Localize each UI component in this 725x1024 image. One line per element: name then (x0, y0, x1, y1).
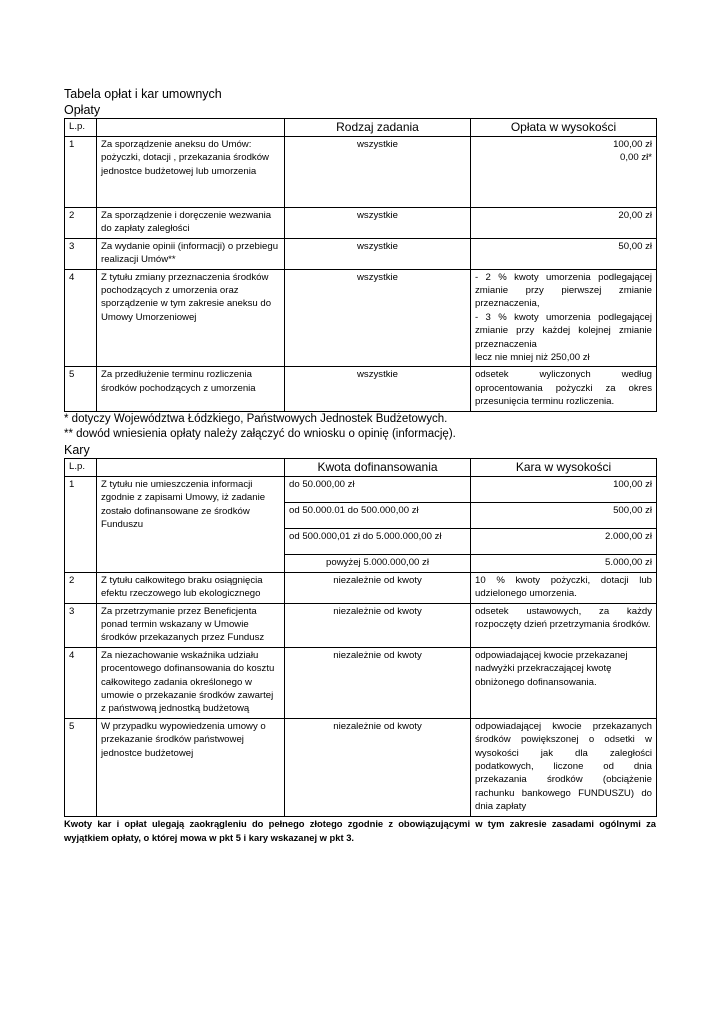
penalties-header-row (65, 458, 657, 476)
table-row (65, 603, 657, 647)
row-description: Za sporządzenie aneksu do Umów: pożyczki, dotacji , przekazania środków jednostce budżetowej lub umorzenia (97, 137, 285, 208)
penalties-header-amount: Kwota dofinansowania (285, 458, 471, 476)
table-row (65, 367, 657, 411)
row-type: wszystkie (285, 208, 471, 239)
fee-clause: - 2 % kwoty umorzenia podlegającej zmianie przy pierwszej zmianie przeznaczenia, (475, 271, 652, 310)
row-lp: 2 (65, 208, 97, 239)
document-page (64, 86, 656, 845)
row-description: Za przetrzymanie przez Beneficjenta ponad termin wskazany w Umowie środków przekazanych przez Fundusz (97, 603, 285, 647)
fees-header-fee: Opłata w wysokości (471, 119, 657, 137)
tier-penalty: 2.000,00 zł (471, 528, 657, 554)
fees-header-row (65, 119, 657, 137)
row-amount: niezależnie od kwoty (285, 603, 471, 647)
row-fee: 50,00 zł (471, 238, 657, 269)
table-row (65, 647, 657, 718)
table-row (65, 208, 657, 239)
row-lp: 1 (65, 476, 97, 572)
fees-header-type: Rodzaj zadania (285, 119, 471, 137)
fees-heading: Opłaty (64, 103, 101, 117)
table-row (65, 572, 657, 603)
fee-clause: lecz nie mniej niż 250,00 zł (475, 352, 590, 364)
row-type: wszystkie (285, 137, 471, 208)
fees-header-desc (97, 119, 285, 137)
fees-header-lp: L.p. (65, 119, 97, 137)
row-fee (471, 269, 657, 367)
row-lp: 4 (65, 269, 97, 367)
tier-amount: powyżej 5.000.000,00 zł (285, 554, 471, 572)
table-row (65, 238, 657, 269)
row-amount: niezależnie od kwoty (285, 718, 471, 816)
row-lp: 5 (65, 367, 97, 411)
table-row (65, 718, 657, 816)
tier-penalty: 5.000,00 zł (471, 554, 657, 572)
row-description: Za niezachowanie wskaźnika udziału procentowego dofinansowania do kosztu całkowitego zadania określonego w umowie o przekazanie środków zawartej z państwową jednostką budżetową (97, 647, 285, 718)
row-penalty: odpowiadającej kwocie przekazanej nadwyżki przekraczającej kwotę obniżonego dofinansowania. (471, 647, 657, 718)
row-fee: odsetek wyliczonych według oprocentowania pożyczki za okres przesunięcia terminu rozliczenia. (471, 367, 657, 411)
row-description: Z tytułu nie umieszczenia informacji zgodnie z zapisami Umowy, iż zadanie zostało dofinansowane ze środków Funduszu (97, 476, 285, 572)
penalties-heading: Kary (64, 442, 90, 457)
row-description: Z tytułu zmiany przeznaczenia środków pochodzących z umorzenia oraz sporządzenie w tym zakresie aneksu do Umowy Umorzeniowej (97, 269, 285, 367)
row-lp: 3 (65, 238, 97, 269)
row-penalty: odsetek ustawowych, za każdy rozpoczęty dzień przetrzymania środków. (471, 603, 657, 647)
footnote-2: ** dowód wniesienia opłaty należy załączyć do wniosku o opinię (informację). (64, 427, 456, 440)
row-description: Za sporządzenie i doręczenie wezwania do zapłaty zaległości (97, 208, 285, 239)
row-amount: niezależnie od kwoty (285, 572, 471, 603)
row-lp: 5 (65, 718, 97, 816)
tier-amount: do 50.000,00 zł (285, 476, 471, 502)
fees-table (64, 118, 657, 412)
row-penalty: odpowiadającej kwocie przekazanych środków powiększonej o odsetki w wysokości jak dla zaległości podatkowych, liczone od dnia przekazania środków (obciążenie rachunku bankowego FUNDUSZU) do dnia zapłaty (471, 718, 657, 816)
row-lp: 1 (65, 137, 97, 208)
table-row (65, 269, 657, 367)
row-amount: niezależnie od kwoty (285, 647, 471, 718)
row-type: wszystkie (285, 367, 471, 411)
tier-penalty: 500,00 zł (471, 502, 657, 528)
row-lp: 4 (65, 647, 97, 718)
penalties-header-desc (97, 458, 285, 476)
row-description: Za przedłużenie terminu rozliczenia środków pochodzących z umorzenia (97, 367, 285, 411)
tier-amount: od 500.000,01 zł do 5.000.000,00 zł (285, 528, 471, 554)
row-fee: 20,00 zł (471, 208, 657, 239)
fee-value: 100,00 zł (613, 139, 652, 150)
row-description: Z tytułu całkowitego braku osiągnięcia efektu rzeczowego lub ekologicznego (97, 572, 285, 603)
row-description: Za wydanie opinii (informacji) o przebiegu realizacji Umów** (97, 238, 285, 269)
tier-amount: od 50.000.01 do 500.000,00 zł (285, 502, 471, 528)
fee-clause: - 3 % kwoty umorzenia podlegającej zmianie przy każdej kolejnej zmianie przeznaczenia (475, 311, 652, 350)
rounding-note: Kwoty kar i opłat ulegają zaokrągleniu do pełnego złotego zgodnie z obowiązującymi w tym zakresie zasadami ogólnymi za wyjątkiem opłaty, o której mowa w pkt 5 i kary wskazanej w pkt 3. (64, 817, 656, 843)
table-row (65, 476, 657, 502)
penalties-table (64, 458, 657, 817)
table-row (65, 137, 657, 208)
row-penalty: 10 % kwoty pożyczki, dotacji lub udzielonego umorzenia. (471, 572, 657, 603)
row-type: wszystkie (285, 238, 471, 269)
row-fee (471, 137, 657, 208)
document-title: Tabela opłat i kar umownych (64, 87, 222, 101)
row-lp: 2 (65, 572, 97, 603)
tier-penalty: 100,00 zł (471, 476, 657, 502)
row-lp: 3 (65, 603, 97, 647)
row-description: W przypadku wypowiedzenia umowy o przekazanie środków państwowej jednostce budżetowej (97, 718, 285, 816)
footnote-1: * dotyczy Województwa Łódzkiego, Państwowych Jednostek Budżetowych. (64, 412, 448, 425)
penalties-header-lp: L.p. (65, 458, 97, 476)
row-type: wszystkie (285, 269, 471, 367)
penalties-header-penalty: Kara w wysokości (471, 458, 657, 476)
fee-value: 0,00 zł* (620, 152, 652, 164)
